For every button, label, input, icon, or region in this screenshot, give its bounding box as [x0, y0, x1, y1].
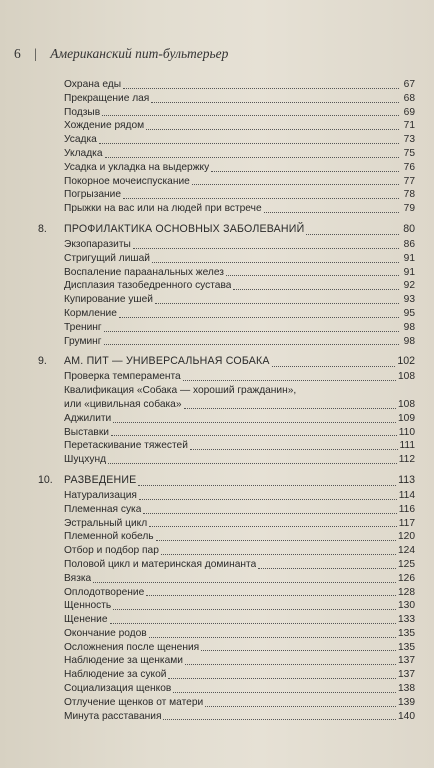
page-ref: 113 — [398, 473, 415, 486]
entry-title: Стригущий лишай — [64, 252, 150, 264]
page-ref: 93 — [403, 294, 415, 306]
toc-entry — [38, 668, 415, 682]
page-ref: 126 — [398, 572, 415, 584]
toc-entry — [38, 710, 415, 724]
toc-entry-line1 — [38, 384, 415, 398]
entry-title: Охрана еды — [64, 79, 122, 90]
toc-entry — [38, 696, 415, 710]
leader-dots — [201, 649, 396, 651]
page-ref: 102 — [397, 355, 415, 368]
page-ref: 117 — [398, 517, 415, 529]
entry-title: Отбор и подбор пар — [64, 545, 159, 557]
page-ref: 98 — [403, 335, 415, 347]
leader-dots — [119, 316, 399, 318]
page-ref: 108 — [398, 398, 415, 410]
chapter-heading-9 — [38, 352, 415, 370]
page-ref: 135 — [398, 627, 415, 639]
toc-entry — [38, 412, 415, 426]
entry-title: Эстральный цикл — [64, 517, 148, 529]
page-ref: 139 — [398, 696, 415, 708]
toc-entry — [38, 175, 415, 189]
leader-dots — [149, 636, 396, 638]
toc-entry — [38, 453, 415, 467]
leader-dots — [108, 462, 397, 464]
chapter-title: АМ. ПИТ — УНИВЕРСАЛЬНАЯ СОБАКА — [64, 355, 270, 368]
entry-title: Перетаскивание тяжестей — [64, 440, 188, 452]
page-ref: 98 — [403, 321, 415, 333]
toc-entry — [38, 426, 415, 440]
page-ref: 91 — [403, 266, 415, 278]
book-title: Американский пит-бультерьер — [50, 46, 229, 61]
entry-title: Усадка — [64, 134, 97, 146]
entry-title: Наблюдение за щенками — [64, 655, 183, 667]
page-ref: 77 — [403, 175, 415, 187]
page-ref: 137 — [398, 655, 415, 667]
page-ref: 111 — [399, 440, 415, 452]
page-ref: 135 — [398, 641, 415, 653]
toc-entry — [38, 627, 415, 641]
toc-entry — [38, 133, 415, 147]
page-ref: 137 — [398, 669, 415, 681]
toc-entry — [38, 335, 415, 349]
chapter-7-items — [38, 78, 415, 216]
page-ref: 68 — [403, 92, 415, 104]
entry-title: Шуцхунд — [64, 454, 107, 466]
leader-dots — [264, 211, 399, 213]
leader-dots — [105, 156, 400, 158]
entry-title: Усадка и укладка на выдержку — [64, 161, 210, 173]
toc-entry — [38, 119, 415, 133]
leader-dots — [156, 539, 396, 541]
leader-dots — [272, 365, 396, 367]
toc-entry — [38, 238, 415, 252]
leader-dots — [123, 87, 399, 89]
leader-dots — [146, 594, 396, 596]
chapter-8-items — [38, 238, 415, 348]
entry-title: Прыжки на вас или на людей при встрече — [64, 203, 262, 215]
toc-entry — [38, 370, 415, 384]
toc-entry — [38, 293, 415, 307]
entry-title: Наблюдение за сукой — [64, 669, 167, 681]
entry-title: Отлучение щенков от матери — [64, 696, 204, 708]
toc-entry — [38, 202, 415, 216]
leader-dots — [226, 274, 399, 276]
toc-entry — [38, 599, 415, 613]
leader-dots — [149, 525, 397, 527]
leader-dots — [146, 128, 399, 130]
page-ref: 133 — [398, 614, 415, 626]
leader-dots — [113, 608, 396, 610]
page-ref: 95 — [403, 307, 415, 319]
toc-entry — [38, 489, 415, 503]
entry-title: Экзопаразиты — [64, 238, 131, 250]
page-ref: 91 — [403, 252, 415, 264]
leader-dots — [152, 261, 399, 263]
entry-title: Хождение рядом — [64, 120, 145, 132]
leader-dots — [168, 677, 396, 679]
toc-entry — [38, 558, 415, 572]
page-ref: 92 — [403, 280, 415, 292]
header-separator: | — [34, 46, 37, 61]
toc-entry — [38, 654, 415, 668]
entry-title: Укладка — [64, 147, 103, 159]
leader-dots — [190, 448, 398, 450]
entry-title: Минута расставания — [64, 710, 162, 722]
page-ref: 86 — [403, 238, 415, 250]
chapter-9-items — [38, 412, 415, 467]
page-ref: 140 — [398, 710, 415, 722]
entry-title: Тренинг — [64, 321, 102, 333]
toc-entry — [38, 161, 415, 175]
chapter-heading-10 — [38, 471, 415, 489]
toc-entry — [38, 586, 415, 600]
toc-entry — [38, 307, 415, 321]
toc-entry — [38, 147, 415, 161]
leader-dots — [139, 498, 397, 500]
leader-dots — [185, 663, 396, 665]
toc-entry — [38, 572, 415, 586]
entry-title: Оплодотворение — [64, 586, 145, 598]
entry-title: Подзыв — [64, 106, 101, 118]
leader-dots — [163, 718, 396, 720]
toc-entry — [38, 517, 415, 531]
leader-dots — [102, 114, 399, 116]
toc-entry-line2 — [38, 398, 415, 412]
entry-title: Воспаление параанальных желез — [64, 266, 224, 278]
chapter-title: ПРОФИЛАКТИКА ОСНОВНЫХ ЗАБОЛЕВАНИЙ — [64, 222, 305, 235]
leader-dots — [110, 622, 397, 624]
page-ref: 79 — [403, 203, 415, 215]
leader-dots — [173, 691, 396, 693]
leader-dots — [111, 434, 397, 436]
leader-dots — [138, 484, 396, 486]
toc-entry — [38, 613, 415, 627]
page-ref: 120 — [398, 531, 415, 543]
entry-title: Половой цикл и материнская доминанта — [64, 558, 257, 570]
entry-title: Проверка темперамента — [64, 371, 181, 383]
page-ref: 128 — [398, 586, 415, 598]
toc-entry — [38, 503, 415, 517]
leader-dots — [99, 142, 399, 144]
leader-dots — [133, 247, 399, 249]
table-of-contents — [38, 78, 415, 723]
entry-title: Погрызание — [64, 189, 122, 201]
page-ref: 78 — [403, 189, 415, 201]
toc-entry — [38, 641, 415, 655]
page-ref: 73 — [403, 134, 415, 146]
page-ref: 67 — [403, 79, 415, 90]
toc-entry — [38, 544, 415, 558]
entry-title: Вязка — [64, 572, 92, 584]
page-ref: 130 — [398, 600, 415, 612]
page-ref: 71 — [403, 120, 415, 132]
page-ref: 116 — [398, 503, 415, 515]
toc-entry — [38, 266, 415, 280]
leader-dots — [155, 302, 399, 304]
entry-title: Аджилити — [64, 412, 112, 424]
entry-title: Племенной кобель — [64, 531, 154, 543]
leader-dots — [184, 407, 397, 409]
entry-title: Племенная сука — [64, 503, 142, 515]
toc-entry — [38, 321, 415, 335]
toc-entry — [38, 188, 415, 202]
chapter-heading-8 — [38, 220, 415, 238]
entry-title: Осложнения после щенения — [64, 641, 200, 653]
entry-title: Социализация щенков — [64, 683, 172, 695]
leader-dots — [192, 183, 399, 185]
toc-entry — [38, 252, 415, 266]
leader-dots — [233, 288, 399, 290]
toc-entry — [38, 78, 415, 92]
leader-dots — [143, 512, 396, 514]
page-ref: 108 — [398, 371, 415, 383]
entry-title: Щенение — [64, 614, 108, 626]
leader-dots — [104, 343, 399, 345]
leader-dots — [205, 705, 396, 707]
entry-title: Прекращение лая — [64, 92, 150, 104]
entry-title: Купирование ушей — [64, 294, 153, 306]
leader-dots — [183, 379, 396, 381]
entry-title: Квалификация «Собака — хороший гражданин», — [64, 385, 297, 397]
toc-entry — [38, 106, 415, 120]
entry-title: Окончание родов — [64, 627, 147, 639]
running-header — [14, 46, 414, 62]
toc-entry — [38, 530, 415, 544]
entry-title: Кормление — [64, 307, 117, 319]
page-ref: 109 — [398, 412, 415, 424]
page-ref: 69 — [403, 106, 415, 118]
entry-title: Покорное мочеиспускание — [64, 175, 190, 187]
chapter-number: 8. — [38, 222, 47, 235]
entry-title: Дисплазия тазобедренного сустава — [64, 280, 232, 292]
entry-title: Груминг — [64, 335, 102, 347]
page-ref: 125 — [398, 558, 415, 570]
toc-entry — [38, 682, 415, 696]
page-ref: 112 — [398, 454, 415, 466]
page-number: 6 — [14, 46, 21, 61]
entry-title: Щенность — [64, 600, 112, 612]
chapter-number: 9. — [38, 355, 47, 368]
page-ref: 110 — [398, 426, 415, 438]
leader-dots — [93, 581, 396, 583]
leader-dots — [306, 233, 399, 235]
leader-dots — [211, 170, 399, 172]
toc-entry — [38, 92, 415, 106]
leader-dots — [113, 421, 396, 423]
leader-dots — [123, 197, 399, 199]
chapter-number: 10. — [38, 473, 53, 486]
page-ref: 138 — [398, 683, 415, 695]
leader-dots — [258, 567, 396, 569]
entry-title: Натурализация — [64, 489, 137, 501]
page-ref: 124 — [398, 545, 415, 557]
leader-dots — [161, 553, 396, 555]
chapter-10-items — [38, 489, 415, 724]
chapter-title: РАЗВЕДЕНИЕ — [64, 473, 137, 486]
leader-dots — [104, 330, 399, 332]
page-ref: 80 — [403, 222, 415, 235]
leader-dots — [151, 101, 399, 103]
toc-entry — [38, 279, 415, 293]
page-ref: 76 — [403, 161, 415, 173]
entry-title: или «цивильная собака» — [64, 398, 182, 410]
entry-title: Выставки — [64, 426, 109, 438]
toc-entry — [38, 439, 415, 453]
page-ref: 114 — [398, 489, 415, 501]
page-ref: 75 — [403, 147, 415, 159]
